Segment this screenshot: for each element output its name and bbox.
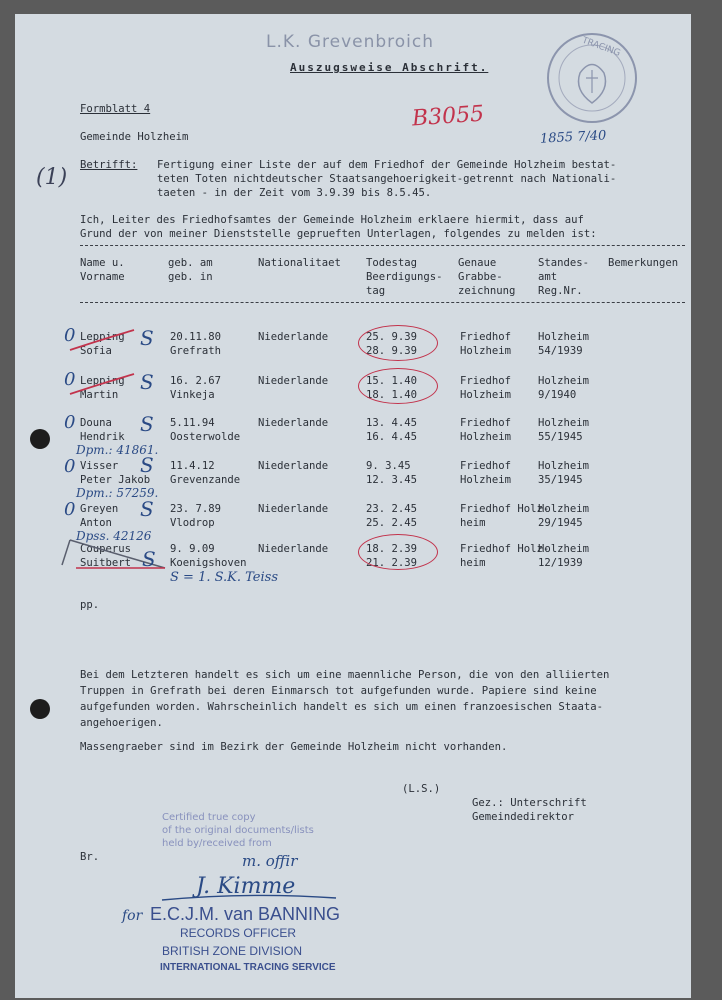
- row-2-registry-1: Holzheim: [538, 375, 590, 387]
- row-5-name-1: Greyen: [80, 503, 119, 515]
- certified-stamp-line-1: Certified true copy: [162, 812, 256, 823]
- row-marker-5: 0: [64, 499, 76, 520]
- row-4-geb-2: Grevenzande: [170, 474, 241, 486]
- row-4-grave-2: Holzheim: [460, 474, 512, 486]
- header-name-1: Name u.: [80, 257, 125, 269]
- massengraeber-line: Massengraeber sind im Bezirk der Gemeinde Holzheim nicht vorhanden.: [80, 741, 508, 753]
- row-6-geb-2: Koenigshoven: [170, 557, 247, 569]
- row-3-name-2: Hendrik: [80, 431, 125, 443]
- row-2-nationality-1: Niederlande: [258, 375, 329, 387]
- row-1-geb-1: 20.11.80: [170, 331, 222, 343]
- row-1-grave-2: Holzheim: [460, 345, 512, 357]
- signature-line-1: Gez.: Unterschrift: [472, 797, 587, 809]
- row-6-handwritten-note: S = 1. S.K. Teiss: [170, 570, 279, 585]
- british-zone-label: BRITISH ZONE DIVISION: [162, 944, 303, 958]
- row-2-registry-2: 9/1940: [538, 389, 577, 401]
- gemeinde-label: Gemeinde Holzheim: [80, 131, 189, 143]
- row-5-geb-1: 23. 7.89: [170, 503, 222, 515]
- row-3-grave-1: Friedhof: [460, 417, 512, 429]
- row-6-name-1: Couperus: [80, 543, 132, 555]
- row-3-registry-2: 55/1945: [538, 431, 583, 443]
- s-mark-6: S: [142, 547, 156, 571]
- body-line-4: angehoerigen.: [80, 717, 163, 729]
- row-6-death-date-1: 18. 2.39: [366, 543, 418, 555]
- header-standesamt-1: Standes-: [538, 257, 590, 269]
- betrifft-line-2: teten Toten nichtdeutscher Staatsangehoerigkeit-getrennt nach Nationali-: [157, 173, 617, 185]
- row-5-nationality-1: Niederlande: [258, 503, 329, 515]
- row-3-name-1: Douna: [80, 417, 112, 429]
- round-stamp-text: TRACING: [580, 35, 622, 59]
- header-tod-3: tag: [366, 285, 386, 297]
- header-grab-3: zeichnung: [458, 285, 516, 297]
- ls-seal-label: (L.S.): [402, 783, 441, 795]
- row-5-grave-2: heim: [460, 517, 486, 529]
- row-5-grave-1: Friedhof Holz-: [460, 503, 550, 515]
- betrifft-line-3: taeten - in der Zeit vom 3.9.39 bis 8.5.45.: [157, 187, 432, 199]
- row-2-death-date-1: 15. 1.40: [366, 375, 418, 387]
- header-tod-2: Beerdigungs-: [366, 271, 443, 283]
- row-3-geb-1: 5.11.94: [170, 417, 215, 429]
- header-bemerkungen: Bemerkungen: [608, 257, 679, 269]
- row-3-grave-2: Holzheim: [460, 431, 512, 443]
- reference-number-blue: 1855 7/40: [539, 128, 607, 147]
- intro-line-2: Grund der von meiner Dienststelle geprueften Unterlagen, folgendes zu melden ist:: [80, 228, 597, 240]
- row-1-death-date-1: 25. 9.39: [366, 331, 418, 343]
- row-marker-4: 0: [64, 456, 76, 477]
- margin-mark: (1): [36, 165, 68, 190]
- body-line-3: aufgefunden worden. Wahrscheinlich handelt es sich um einen franzoesischen Staata-: [80, 701, 603, 713]
- formblatt-label: Formblatt 4: [80, 103, 151, 115]
- grevenbroich-stamp: L.K. Grevenbroich: [266, 32, 435, 52]
- row-6-registry-1: Holzheim: [538, 543, 590, 555]
- row-3-registry-1: Holzheim: [538, 417, 590, 429]
- row-3-death-date-1: 13. 4.45: [366, 417, 418, 429]
- officer-signature-scrawl: J. Kimme: [196, 874, 296, 899]
- row-4-registry-1: Holzheim: [538, 460, 590, 472]
- row-5-handwritten-note: Dpss. 42126: [76, 529, 152, 543]
- row-marker-2: 0: [64, 369, 76, 390]
- intro-line-1: Ich, Leiter des Friedhofsamtes der Gemeinde Holzheim erklaere hiermit, dass auf: [80, 214, 584, 226]
- row-6-grave-2: heim: [460, 557, 486, 569]
- row-1-registry-1: Holzheim: [538, 331, 590, 343]
- row-5-death-date-1: 23. 2.45: [366, 503, 418, 515]
- header-standesamt-2: amt: [538, 271, 558, 283]
- s-mark-1: S: [140, 326, 154, 350]
- row-2-grave-2: Holzheim: [460, 389, 512, 401]
- row-6-grave-1: Friedhof Holz-: [460, 543, 550, 555]
- row-6-death-date-2: 21. 2.39: [366, 557, 418, 569]
- pp-label: pp.: [80, 599, 100, 611]
- header-grab-1: Genaue: [458, 257, 497, 269]
- row-3-nationality-1: Niederlande: [258, 417, 329, 429]
- header-geb-2: geb. in: [168, 271, 213, 283]
- row-2-geb-2: Vinkeja: [170, 389, 215, 401]
- header-nationalitaet: Nationalitaet: [258, 257, 341, 269]
- header-geb-1: geb. am: [168, 257, 213, 269]
- row-1-geb-2: Grefrath: [170, 345, 222, 357]
- s-mark-3: S: [140, 412, 154, 436]
- row-6-name-2: Suitbert: [80, 557, 132, 569]
- header-grab-2: Grabbe-: [458, 271, 503, 283]
- header-standesamt-3: Reg.Nr.: [538, 285, 583, 297]
- row-1-name-1: Lepping: [80, 331, 125, 343]
- body-line-2: Truppen in Grefrath bei deren Einmarsch tot aufgefunden wurde. Papiere sind keine: [80, 685, 597, 697]
- br-label: Br.: [80, 851, 100, 863]
- row-4-geb-1: 11.4.12: [170, 460, 215, 472]
- row-4-death-date-2: 12. 3.45: [366, 474, 418, 486]
- reference-number-red: B3055: [411, 101, 485, 132]
- row-2-name-1: Lepping: [80, 375, 125, 387]
- row-6-nationality-1: Niederlande: [258, 543, 329, 555]
- document-title: Auszugsweise Abschrift.: [290, 61, 489, 74]
- certified-stamp-line-3: held by/received from: [162, 838, 272, 849]
- row-4-registry-2: 35/1945: [538, 474, 583, 486]
- header-tod-1: Todestag: [366, 257, 418, 269]
- row-marker-1: 0: [64, 325, 76, 346]
- body-line-1: Bei dem Letzteren handelt es sich um eine maennliche Person, die von den alliierten: [80, 669, 610, 681]
- row-6-registry-2: 12/1939: [538, 557, 583, 569]
- row-1-nationality-1: Niederlande: [258, 331, 329, 343]
- certified-hand-note: m. offir: [242, 852, 298, 870]
- s-mark-4: S: [140, 453, 154, 477]
- betrifft-line-1: Fertigung einer Liste der auf dem Friedhof der Gemeinde Holzheim bestat-: [157, 159, 617, 171]
- row-4-name-1: Visser: [80, 460, 119, 472]
- row-1-name-2: Sofia: [80, 345, 112, 357]
- row-1-death-date-2: 28. 9.39: [366, 345, 418, 357]
- row-marker-3: 0: [64, 412, 76, 433]
- s-mark-5: S: [140, 497, 154, 521]
- row-4-name-2: Peter Jakob: [80, 474, 151, 486]
- signature-line-2: Gemeindedirektor: [472, 811, 575, 823]
- row-4-handwritten-note: Dpm.: 57259.: [76, 486, 159, 500]
- row-6-geb-1: 9. 9.09: [170, 543, 215, 555]
- row-5-death-date-2: 25. 2.45: [366, 517, 418, 529]
- row-2-name-2: Martin: [80, 389, 119, 401]
- officer-name: E.C.J.M. van BANNING: [150, 904, 341, 924]
- row-2-geb-1: 16. 2.67: [170, 375, 222, 387]
- row-5-registry-2: 29/1945: [538, 517, 583, 529]
- row-4-grave-1: Friedhof: [460, 460, 512, 472]
- row-5-name-2: Anton: [80, 517, 112, 529]
- s-mark-2: S: [140, 370, 154, 394]
- row-4-death-date-1: 9. 3.45: [366, 460, 411, 472]
- its-label: INTERNATIONAL TRACING SERVICE: [160, 962, 336, 973]
- signature-underline: [160, 890, 340, 904]
- records-officer-label: RECORDS OFFICER: [180, 926, 297, 940]
- row-2-death-date-2: 18. 1.40: [366, 389, 418, 401]
- row-3-handwritten-note: Dpm.: 41861.: [76, 443, 159, 457]
- for-label: for: [122, 908, 143, 924]
- row-3-geb-2: Oosterwolde: [170, 431, 241, 443]
- row-1-grave-1: Friedhof: [460, 331, 512, 343]
- row-5-geb-2: Vlodrop: [170, 517, 215, 529]
- row-2-grave-1: Friedhof: [460, 375, 512, 387]
- header-name-2: Vorname: [80, 271, 125, 283]
- certified-stamp-line-2: of the original documents/lists: [162, 825, 314, 836]
- row-4-nationality-1: Niederlande: [258, 460, 329, 472]
- betrifft-label: Betrifft:: [80, 159, 138, 171]
- row-3-death-date-2: 16. 4.45: [366, 431, 418, 443]
- row-1-registry-2: 54/1939: [538, 345, 583, 357]
- row-5-registry-1: Holzheim: [538, 503, 590, 515]
